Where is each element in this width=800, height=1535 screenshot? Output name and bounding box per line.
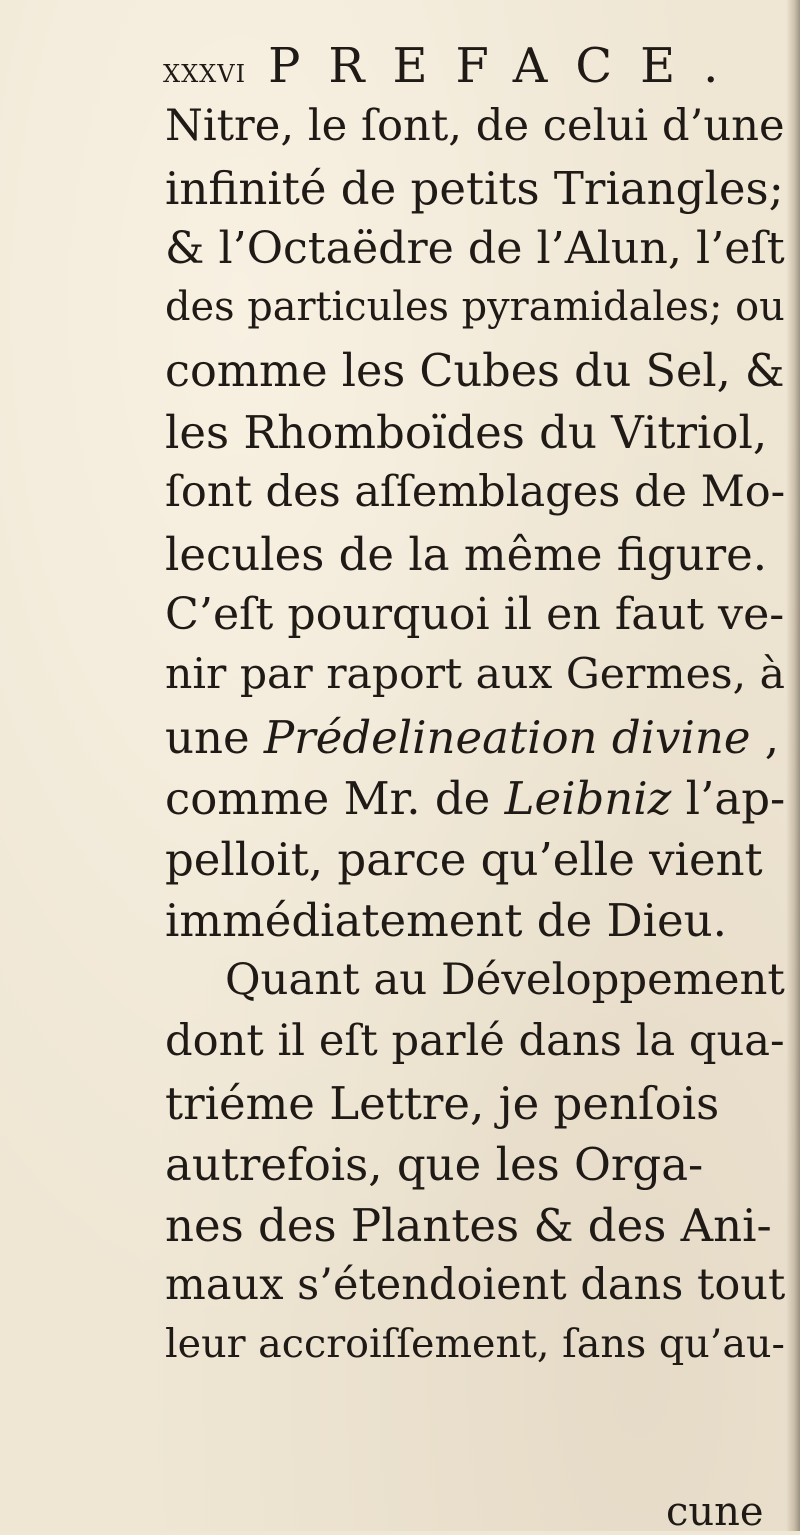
line-text: l’ap-: [671, 772, 786, 825]
page-number: xxxvi: [163, 51, 247, 91]
page-header: [163, 38, 746, 98]
text-line: nir par raport aux Germes, à: [165, 650, 785, 699]
line-text: ,: [750, 711, 780, 764]
text-line: dont il eſt parlé dans la qua-: [165, 1016, 785, 1066]
page-edge-shadow: [786, 0, 800, 1531]
catchword: cune: [666, 1489, 764, 1535]
text-line: & l’Octaëdre de l’Alun, l’eſt: [165, 223, 785, 274]
italic-term: Prédelineation divine: [263, 711, 751, 764]
text-line: des particules pyramidales; ou: [165, 284, 785, 330]
line-text: une: [165, 711, 264, 764]
text-line: nes des Plantes & des Ani-: [165, 1199, 772, 1252]
text-line: [165, 772, 786, 825]
text-line: maux s’étendoient dans tout: [165, 1260, 786, 1310]
text-line: les Rhomboïdes du Vitriol,: [165, 406, 768, 459]
text-line: Nitre, le ſont, de celui d’une: [165, 101, 785, 151]
text-line: triéme Lettre, je penſois: [165, 1077, 720, 1130]
text-line: lecules de la même figure.: [165, 528, 768, 581]
line-text: comme Mr. de: [165, 772, 505, 825]
running-title: PREFACE.: [268, 38, 747, 94]
text-line: [165, 711, 785, 764]
text-line: pelloit, parce qu’elle vient: [165, 833, 763, 886]
text-line: leur accroiſſement, ſans qu’au-: [165, 1321, 785, 1367]
text-line: infinité de petits Triangles;: [165, 162, 784, 215]
paragraph-start-line: Quant au Développement: [225, 955, 785, 1005]
text-line: immédiatement de Dieu.: [165, 894, 727, 947]
italic-term: Leibniz: [504, 772, 672, 825]
text-line: ſont des aſſemblages de Mo-: [165, 467, 786, 517]
text-line: autrefois, que les Orga-: [165, 1138, 704, 1191]
text-line: C’eſt pourquoi il en faut ve-: [165, 589, 785, 640]
text-line: comme les Cubes du Sel, &: [165, 345, 785, 397]
